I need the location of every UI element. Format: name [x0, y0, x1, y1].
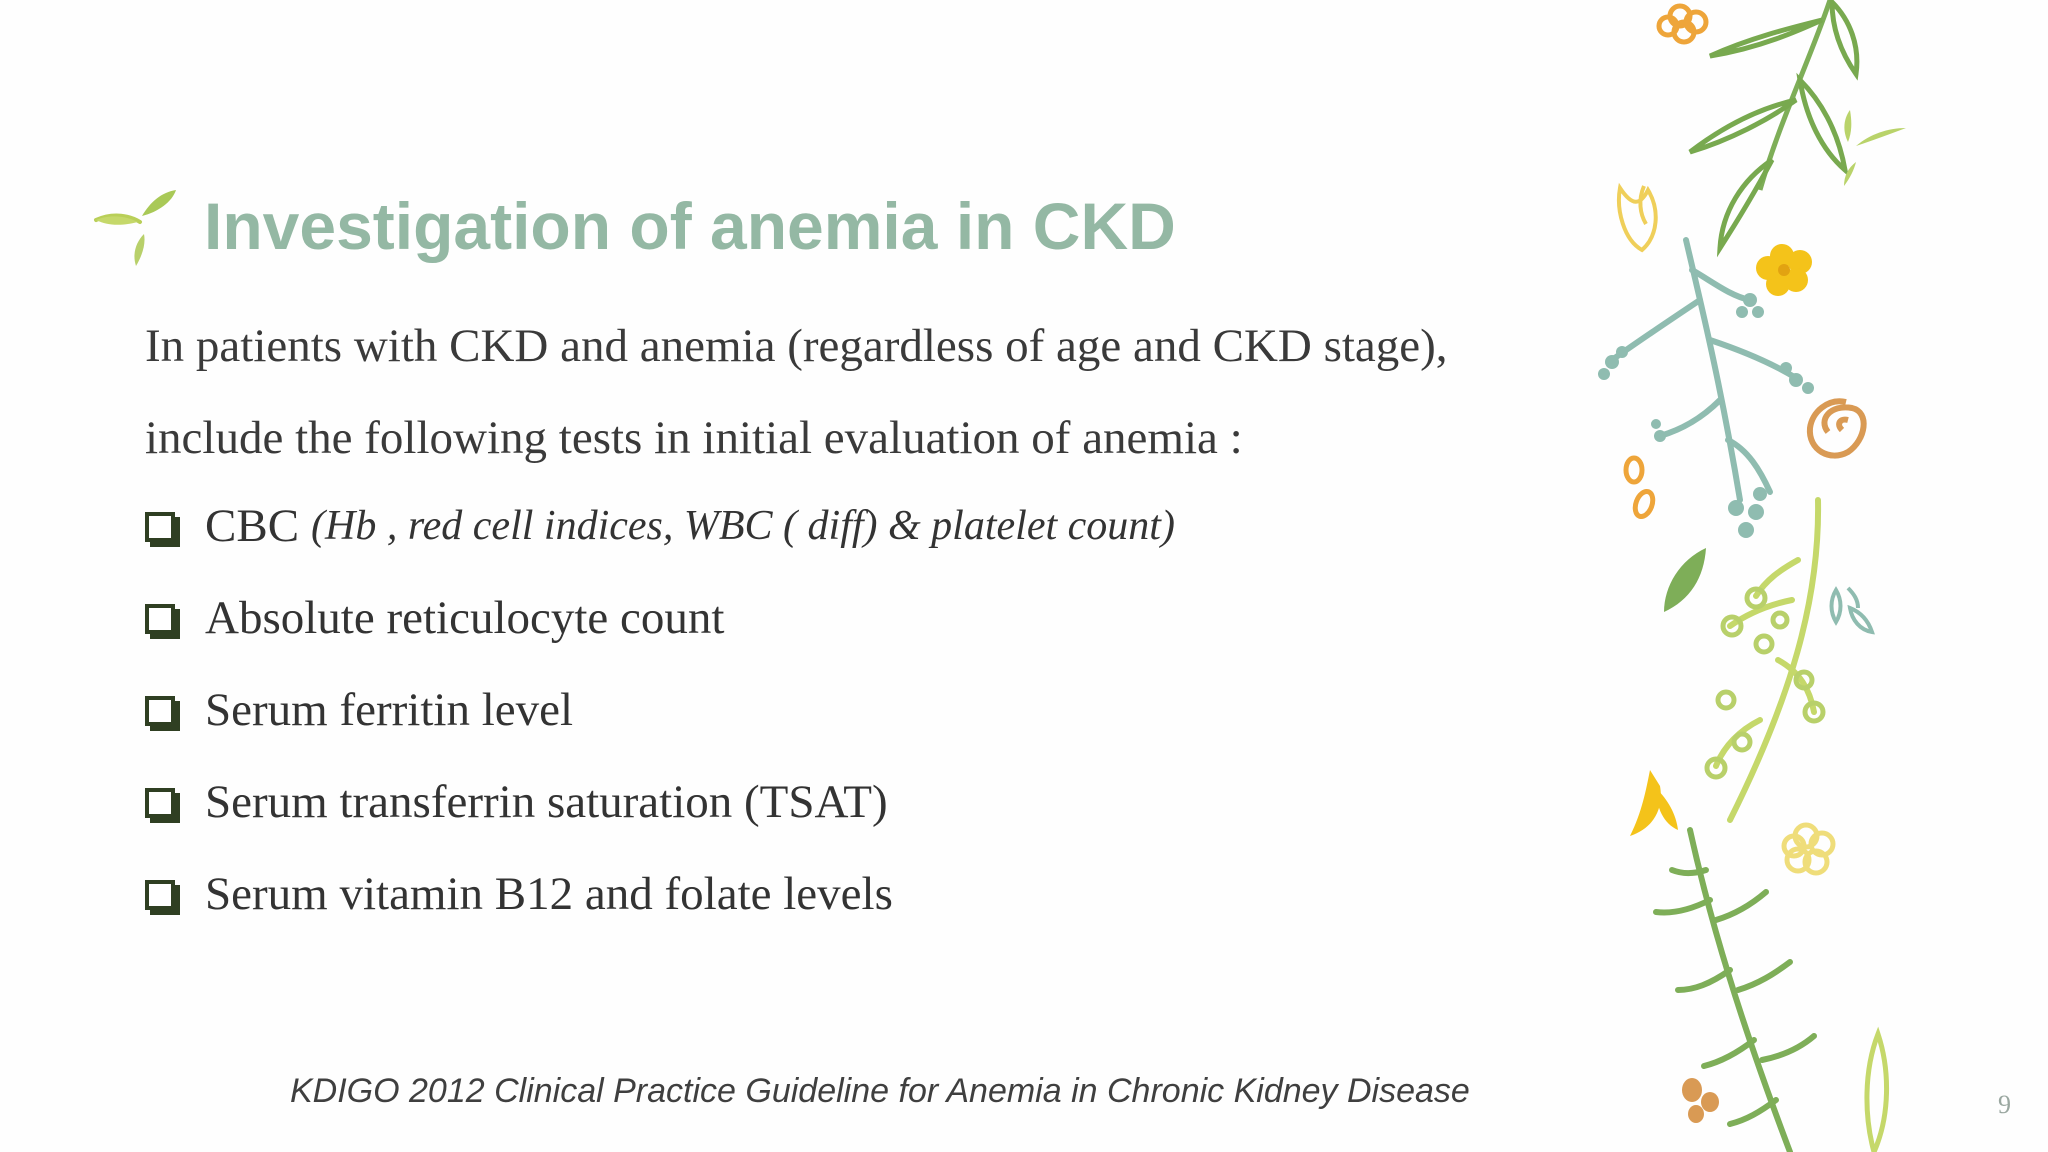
list-item-text: Serum vitamin B12 and folate levels	[205, 868, 893, 920]
flower-icon	[1810, 401, 1864, 455]
leaf-icon	[1664, 548, 1706, 612]
source-citation: KDIGO 2012 Clinical Practice Guideline for Anemia in Chronic Kidney Disease	[290, 1072, 1470, 1110]
seed-icon	[1626, 458, 1656, 519]
fern-icon	[1656, 830, 1814, 1152]
botanical-vine-illustration	[1560, 0, 2048, 1152]
intro-paragraph	[145, 300, 1605, 484]
leaf-icon	[1867, 1034, 1887, 1152]
checkbox-icon	[145, 696, 175, 726]
list-item-detail: (Hb , red cell indices, WBC ( diff) & platelet count)	[311, 503, 1175, 549]
list-item	[145, 756, 1175, 848]
leaf-icon	[1832, 588, 1873, 632]
checkbox-icon	[145, 880, 175, 910]
list-item-text: CBC	[205, 500, 300, 552]
test-list	[145, 480, 1175, 940]
flower-icon	[1659, 6, 1706, 42]
list-item	[145, 572, 1175, 664]
checkbox-icon	[145, 788, 175, 818]
sprout-icon	[92, 186, 184, 270]
list-item	[145, 848, 1175, 940]
checkbox-icon	[145, 512, 175, 542]
page-number: 9	[1998, 1090, 2011, 1119]
flower-icon	[1619, 186, 1656, 250]
seed-icon	[1682, 1078, 1719, 1123]
list-item-text: Serum ferritin level	[205, 684, 574, 736]
flower-icon	[1630, 770, 1678, 836]
leaf-vine-icon	[1690, 0, 1906, 248]
list-item-text: Absolute reticulocyte count	[205, 592, 725, 644]
list-item	[145, 480, 1175, 572]
intro-line: In patients with CKD and anemia (regardless of age and CKD stage),	[145, 320, 1448, 372]
intro-line: include the following tests in initial evaluation of anemia :	[145, 412, 1243, 464]
list-item-text: Serum transferrin saturation (TSAT)	[205, 776, 888, 828]
flower-icon	[1784, 825, 1833, 873]
curl-vine-icon	[1716, 500, 1818, 820]
slide-title: Investigation of anemia in CKD	[204, 189, 1176, 263]
checkbox-icon	[145, 604, 175, 634]
list-item	[145, 664, 1175, 756]
flower-icon	[1756, 244, 1812, 296]
